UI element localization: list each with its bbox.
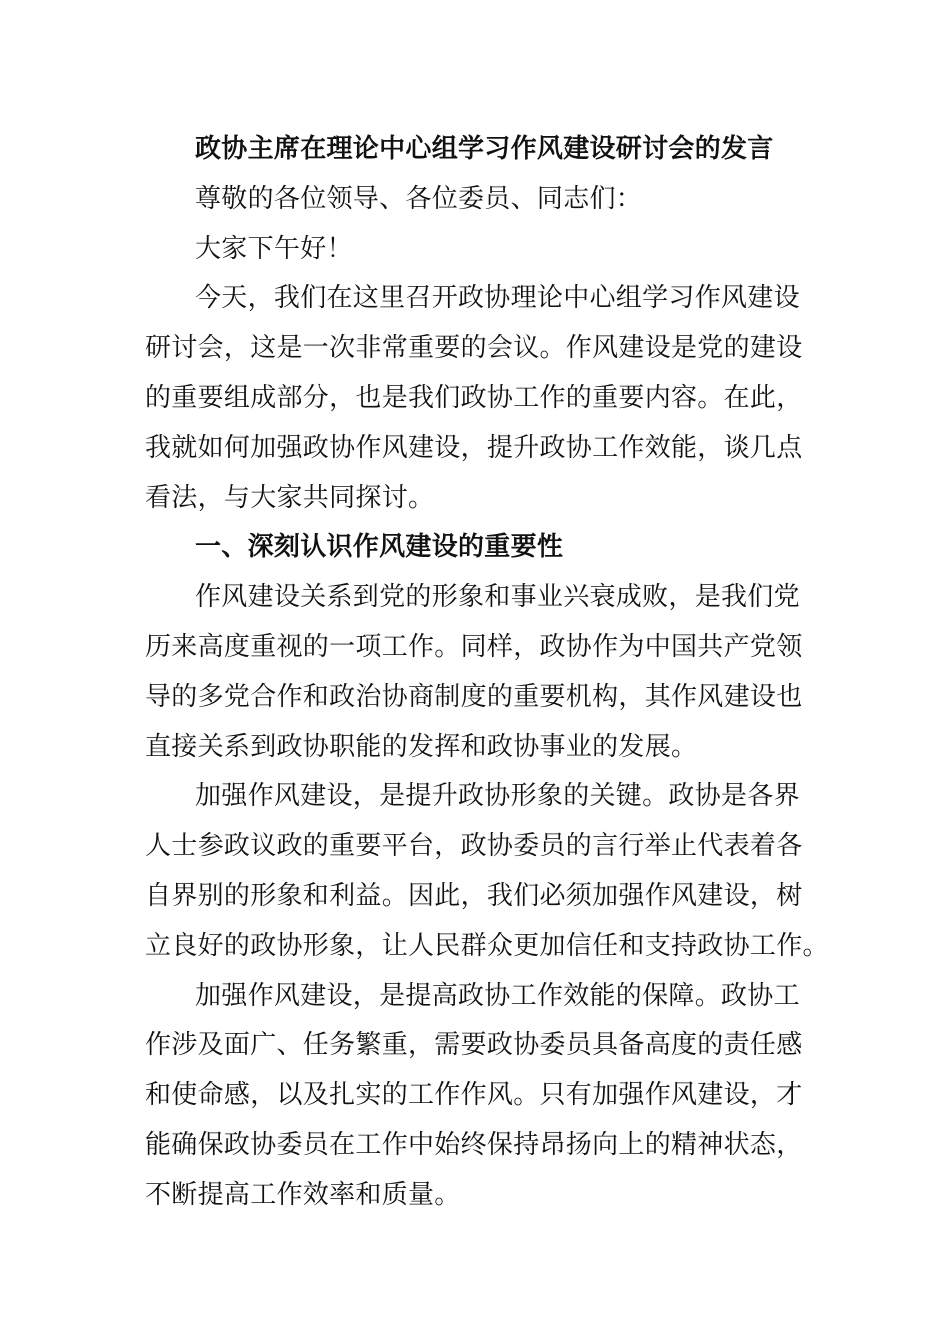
document-title: 政协主席在理论中心组学习作风建设研讨会的发言 <box>195 134 774 164</box>
paragraph-2 <box>145 772 829 971</box>
paragraph-line: 不断提高工作效率和质量。 <box>145 1179 461 1210</box>
paragraph-line: 能确保政协委员在工作中始终保持昂扬向上的精神状态， <box>145 1129 803 1160</box>
paragraph-line: 人士参政议政的重要平台，政协委员的言行举止代表着各 <box>145 831 803 862</box>
paragraph-1 <box>145 573 807 772</box>
paragraph-line: 的重要组成部分，也是我们政协工作的重要内容。在此， <box>145 382 803 413</box>
paragraph-line: 立良好的政协形象，让人民群众更加信任和支持政协工作。 <box>145 930 829 961</box>
paragraph-line: 导的多党合作和政治协商制度的重要机构，其作风建设也 <box>145 681 803 712</box>
paragraph-line: 研讨会，这是一次非常重要的会议。作风建设是党的建设 <box>145 333 803 364</box>
document-page <box>145 125 829 1221</box>
paragraph-line: 自界别的形象和利益。因此，我们必须加强作风建设，树 <box>145 880 803 911</box>
greeting: 大家下午好！ <box>195 233 353 264</box>
paragraph-line: 历来高度重视的一项工作。同样，政协作为中国共产党领 <box>145 631 803 662</box>
paragraph-line: 直接关系到政协职能的发挥和政协事业的发展。 <box>145 731 698 762</box>
paragraph-line: 作风建设关系到党的形象和事业兴衰成败，是我们党 <box>195 582 800 613</box>
paragraph-line: 看法，与大家共同探讨。 <box>145 482 435 513</box>
paragraph-3 <box>145 972 807 1221</box>
paragraph-line: 和使命感，以及扎实的工作作风。只有加强作风建设，才 <box>145 1080 803 1111</box>
paragraph-line: 加强作风建设，是提高政协工作效能的保障。政协工 <box>195 980 800 1011</box>
paragraph-line: 加强作风建设，是提升政协形象的关键。政协是各界 <box>195 781 800 812</box>
salutation: 尊敬的各位领导、各位委员、同志们： <box>195 183 643 214</box>
section-heading: 一、深刻认识作风建设的重要性 <box>195 532 564 563</box>
paragraph-line: 我就如何加强政协作风建设，提升政协工作效能，谈几点 <box>145 432 803 463</box>
paragraph-line: 作涉及面广、任务繁重，需要政协委员具备高度的责任感 <box>145 1030 803 1061</box>
paragraph-line: 今天，我们在这里召开政协理论中心组学习作风建设 <box>195 283 800 314</box>
intro-paragraph <box>145 274 807 523</box>
